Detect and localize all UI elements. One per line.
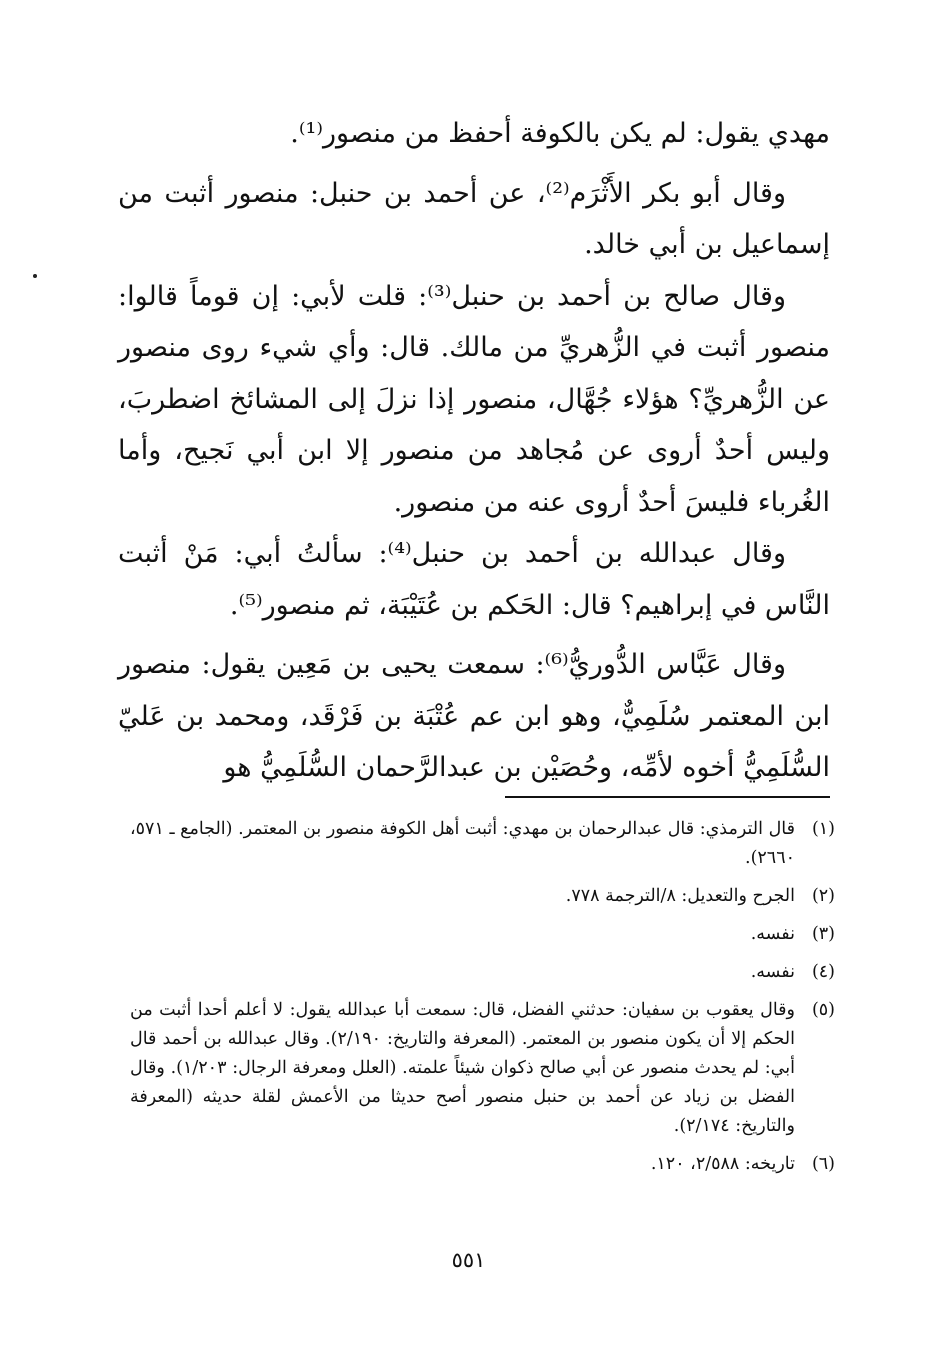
footnote-3 <box>130 920 835 949</box>
footnote-4 <box>130 958 835 987</box>
footnote-2 <box>130 882 835 911</box>
footnote-number: (٦) <box>811 1154 835 1174</box>
paragraph-4: وقال عبدالله بن أحمد بن حنبل⁽⁴⁾: سألتُ أبي: مَنْ أثبت النَّاس في إبراهيم؟ قال: الحَكم بن عُتَيْبَة، ثم منصور⁽⁵⁾. <box>118 538 830 621</box>
footnote-5 <box>130 996 835 1141</box>
footnote-text: وقال يعقوب بن سفيان: حدثني الفضل، قال: سمعت أبا عبدالله يقول: لا أعلم أحدا أثبت من الحكم إلا أن يكون منصور بن المعتمر. (المعرفة والتاريخ: ٢/١٩٠). وقال عبدالله بن أحمد قال أبي: لم يحدث منصور عن أبي صالح ذكوان شيئاً علمته. (العلل ومعرفة الرجال: ١/٢٠٣). وقال الفضل بن زياد عن أحمد بن حنبل منصور أصح حديثا من الأعمش لقلة حديثه (المعرفة والتاريخ: ٢/١٧٤). <box>130 1000 795 1136</box>
footnote-number: (٢) <box>811 886 835 906</box>
main-text <box>118 108 830 794</box>
footnote-number: (٥) <box>811 1000 835 1020</box>
page-number: ٥٥١ <box>451 1248 486 1272</box>
paragraph-5: وقال عَبَّاس الدُّوريُّ⁽⁶⁾: سمعت يحيى بن مَعِين يقول: منصور ابن المعتمر سُلَمِيٌّ، وهو ابن عم عُتْبَة بن فَرْقَد، ومحمد بن عَليّ السُّلَمِيُّ أخوه لأمِّه، وحُصَيْن بن عبدالرَّحمان السُّلَمِيُّ هو <box>118 649 830 783</box>
footnote-text: الجرح والتعديل: ٨/الترجمة ٧٧٨. <box>565 886 795 906</box>
footnotes <box>130 815 835 1188</box>
footnote-text: نفسه. <box>750 924 795 944</box>
footnote-1 <box>130 815 835 873</box>
footnote-separator <box>505 796 830 798</box>
footnote-text: نفسه. <box>750 962 795 982</box>
footnote-number: (١) <box>811 819 835 839</box>
paragraph-2: وقال أبو بكر الأَثْرَم⁽²⁾، عن أحمد بن حنبل: منصور أثبت من إسماعيل بن أبي خالد. <box>118 177 830 260</box>
paragraph-1: مهدي يقول: لم يكن بالكوفة أحفظ من منصور⁽¹⁾. <box>290 118 830 149</box>
footnote-number: (٤) <box>811 962 835 982</box>
paragraph-3: وقال صالح بن أحمد بن حنبل⁽³⁾: قلت لأبي: إن قوماً قالوا: منصور أثبت في الزُّهريِّ من مالك. قال: وأي شيء روى منصور عن الزُّهريِّ؟ هؤلاء جُهَّال، منصور إذا نزلَ إلى المشائخ اضطربَ، وليس أحدٌ أروى عن مُجاهد من منصور إلا ابن أبي نَجيح، وأما الغُرباء فليسَ أحدٌ أروى عنه من منصور. <box>118 280 830 518</box>
footnote-6 <box>130 1150 835 1179</box>
footnote-number: (٣) <box>811 924 835 944</box>
scan-speck <box>33 274 37 278</box>
footnote-text: قال الترمذي: قال عبدالرحمان بن مهدي: أثبت أهل الكوفة منصور بن المعتمر. (الجامع ـ ٥٧١، ٢٦٦٠). <box>130 819 795 868</box>
footnote-text: تاريخه: ٢/٥٨٨، ١٢٠. <box>650 1154 795 1174</box>
